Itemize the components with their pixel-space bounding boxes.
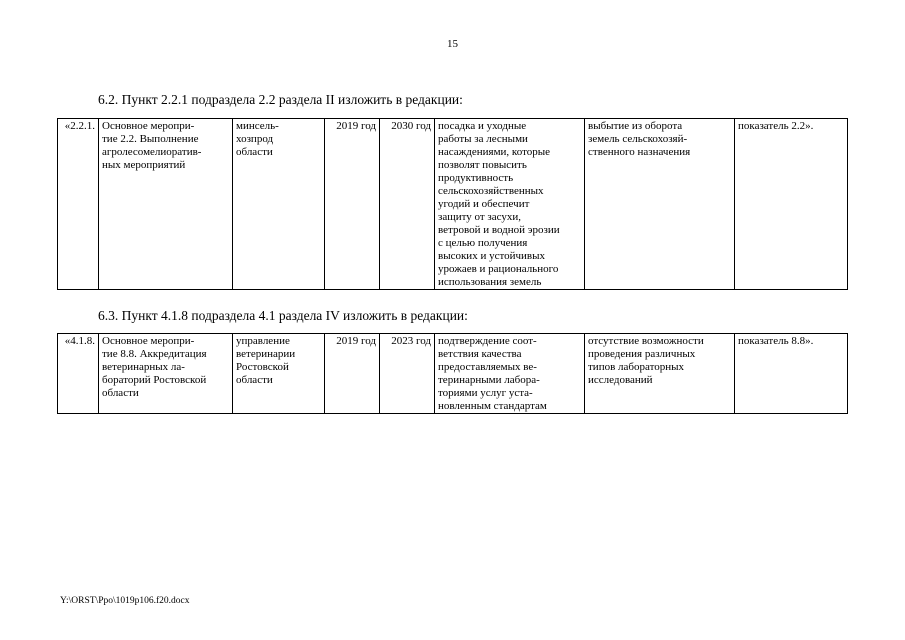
event-name-cell: Основное меропри- тие 8.8. Аккредитация ветеринарных ла- бораторий Ростовской области	[99, 334, 233, 414]
table-row	[58, 334, 848, 414]
indicator-cell: показатель 8.8».	[735, 334, 848, 414]
executor-cell: управление ветеринарии Ростовской области	[233, 334, 325, 414]
consequences-cell: выбытие из оборота земель сельскохозяй- ственного назначения	[585, 119, 735, 290]
indicator-cell: показатель 2.2».	[735, 119, 848, 290]
start-year-cell: 2019 год	[325, 334, 380, 414]
document-file-path: Y:\ORST\Ppo\1019p106.f20.docx	[60, 596, 190, 606]
consequences-cell: отсутствие возможности проведения различных типов лабораторных исследований	[585, 334, 735, 414]
expected-result-cell: подтверждение соот- ветствия качества предоставляемых ве- теринарными лабора- ториями услуг уста- новленным стандартам	[435, 334, 585, 414]
item-code-cell: «4.1.8.	[58, 334, 99, 414]
event-name-cell: Основное меропри- тие 2.2. Выполнение агролесомелиоратив- ных мероприятий	[99, 119, 233, 290]
table-row	[58, 119, 848, 290]
page-number: 15	[447, 38, 458, 50]
item-code-cell: «2.2.1.	[58, 119, 99, 290]
expected-result-cell: посадка и уходные работы за лесными насаждениями, которые позволят повысить продуктивность сельскохозяйственных угодий и обеспечит защиту от засухи, ветровой и водной эрозии с целью получения высоких и устойчивых урожаев и рационального использования земель	[435, 119, 585, 290]
section-heading-6-2: 6.2. Пункт 2.2.1 подраздела 2.2 раздела II изложить в редакции:	[98, 92, 463, 107]
end-year-cell: 2023 год	[380, 334, 435, 414]
executor-cell: минсель- хозпрод области	[233, 119, 325, 290]
amendment-table-4-1-8	[57, 333, 848, 414]
amendment-table-2-2-1	[57, 118, 848, 290]
section-heading-6-3: 6.3. Пункт 4.1.8 подраздела 4.1 раздела IV изложить в редакции:	[98, 308, 468, 323]
start-year-cell: 2019 год	[325, 119, 380, 290]
end-year-cell: 2030 год	[380, 119, 435, 290]
